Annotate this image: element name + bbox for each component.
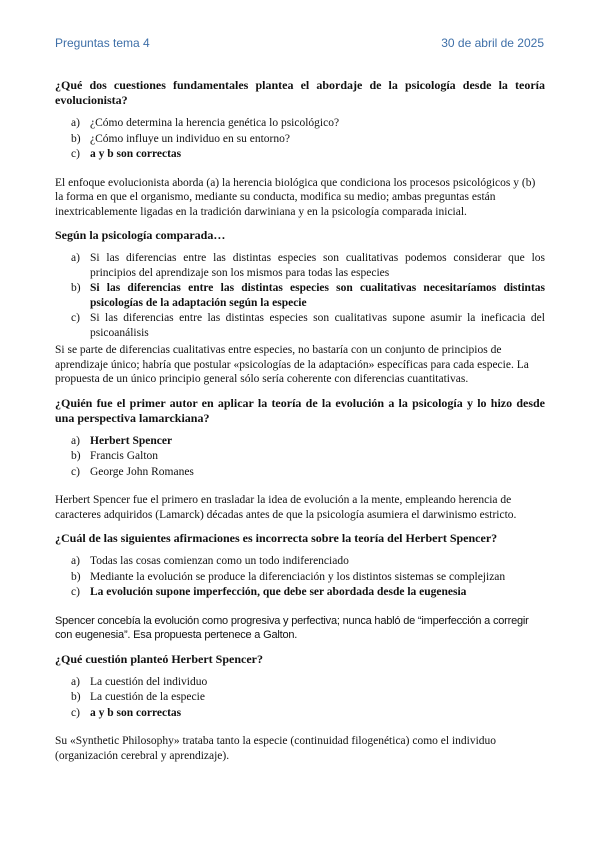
option-label: a)	[71, 434, 80, 447]
question-title: ¿Qué dos cuestiones fundamentales plantea el abordaje de la psicología desde la teoría evolucionista?	[55, 78, 545, 107]
option-label: c)	[71, 706, 80, 719]
option-text: La evolución supone imperfección, que debe ser abordada desde la eugenesia	[90, 586, 467, 598]
option-text: Si las diferencias entre las distintas especies son cualitativas supone asumir la ineficacia del psicoanálisis	[90, 312, 545, 339]
option-item	[55, 465, 545, 480]
option-text: Todas las cosas comienzan como un todo indiferenciado	[90, 555, 349, 567]
option-item	[55, 132, 545, 147]
option-label: a)	[71, 555, 80, 567]
options-list	[55, 116, 545, 162]
option-text: Herbert Spencer	[90, 434, 173, 447]
explanation: Su «Synthetic Philosophy» trataba tanto la especie (continuidad filogenética) como el individuo (organización cerebral y aprendizaje).	[55, 735, 497, 762]
option-label: b)	[71, 691, 81, 703]
option-text: ¿Cómo determina la herencia genética lo psicológico?	[90, 117, 340, 129]
header-date: 30 de abril de 2025	[441, 36, 544, 50]
option-label: b)	[71, 132, 81, 145]
option-item-correct	[55, 585, 545, 600]
option-label: b)	[71, 282, 81, 294]
explanation: Herbert Spencer fue el primero en trasladar la idea de evolución a la mente, empleando herencia de caracteres adquiridos (Lamarck) décadas antes de que la psicología asumiera el darwinismo estricto.	[55, 494, 517, 521]
option-label: a)	[71, 675, 80, 688]
option-item	[55, 690, 545, 705]
option-label: c)	[71, 148, 80, 160]
option-text: Si las diferencias entre las distintas especies son cualitativas podemos considerar que los principios del aprendizaje son los mismos para todas las especies	[90, 252, 545, 279]
option-label: c)	[71, 586, 80, 598]
options-list	[55, 251, 545, 340]
option-item	[55, 251, 545, 280]
options-list	[55, 554, 545, 600]
option-label: a)	[71, 252, 80, 264]
option-text: Mediante la evolución se produce la diferenciación y los distintos sistemas se complejizan	[90, 570, 506, 583]
option-item	[55, 554, 545, 569]
options-list	[55, 434, 545, 480]
explanation: El enfoque evolucionista aborda (a) la herencia biológica que condiciona los procesos psicológicos y (b) la forma en que el organismo, mediante su conducta, modifica su medio; ambas preguntas están inextricablemente ligadas en la tradición darwiniana y en la psicología comparada inicial.	[55, 176, 536, 218]
option-text: Si las diferencias entre las distintas especies son cualitativas necesitaríamos distintas psicologías de la adaptación según la especie	[90, 282, 545, 309]
page-header	[55, 36, 544, 52]
option-item	[55, 449, 545, 464]
option-item-correct	[55, 281, 545, 310]
question-title: ¿Qué cuestión planteó Herbert Spencer?	[55, 651, 263, 666]
question-title: Según la psicología comparada…	[55, 228, 226, 242]
option-text: La cuestión del individuo	[90, 675, 208, 688]
option-item	[55, 311, 545, 340]
header-title: Preguntas tema 4	[55, 36, 150, 50]
option-label: a)	[71, 117, 80, 129]
option-text: George John Romanes	[90, 465, 194, 478]
option-item	[55, 570, 545, 585]
option-text: a y b son correctas	[90, 148, 182, 160]
option-label: c)	[71, 465, 80, 478]
option-item-correct	[55, 147, 545, 162]
option-item-correct	[55, 706, 545, 721]
explanation: Si se parte de diferencias cualitativas entre especies, no bastaría con un conjunto de principios de aprendizaje único; habría que postular «psicologías de la adaptación» específicas para cada especie. La propuesta de un único principio general sólo sería coherente con diferencias cuantitativas.	[55, 344, 529, 385]
option-item-correct	[55, 434, 545, 449]
option-item	[55, 116, 545, 131]
option-text: Francis Galton	[90, 450, 159, 462]
option-label: b)	[71, 570, 81, 583]
document-body	[55, 78, 545, 772]
options-list	[55, 675, 545, 721]
explanation: Spencer concebía la evolución como progresiva y perfectiva; nunca habló de “imperfección a corregir con eugenesia”. Esa propuesta pertenece a Galton.	[55, 614, 529, 641]
option-text: La cuestión de la especie	[90, 691, 205, 703]
option-text: a y b son correctas	[90, 706, 182, 719]
question-title: ¿Cuál de las siguientes afirmaciones es incorrecta sobre la teoría del Herbert Spencer?	[55, 531, 498, 545]
option-item	[55, 675, 545, 690]
option-text: ¿Cómo influye un individuo en su entorno?	[90, 132, 290, 145]
question-title: ¿Quién fue el primer autor en aplicar la teoría de la evolución a la psicología y lo hizo desde una perspectiva lamarckiana?	[55, 395, 545, 425]
option-label: c)	[71, 312, 80, 324]
option-label: b)	[71, 450, 81, 462]
